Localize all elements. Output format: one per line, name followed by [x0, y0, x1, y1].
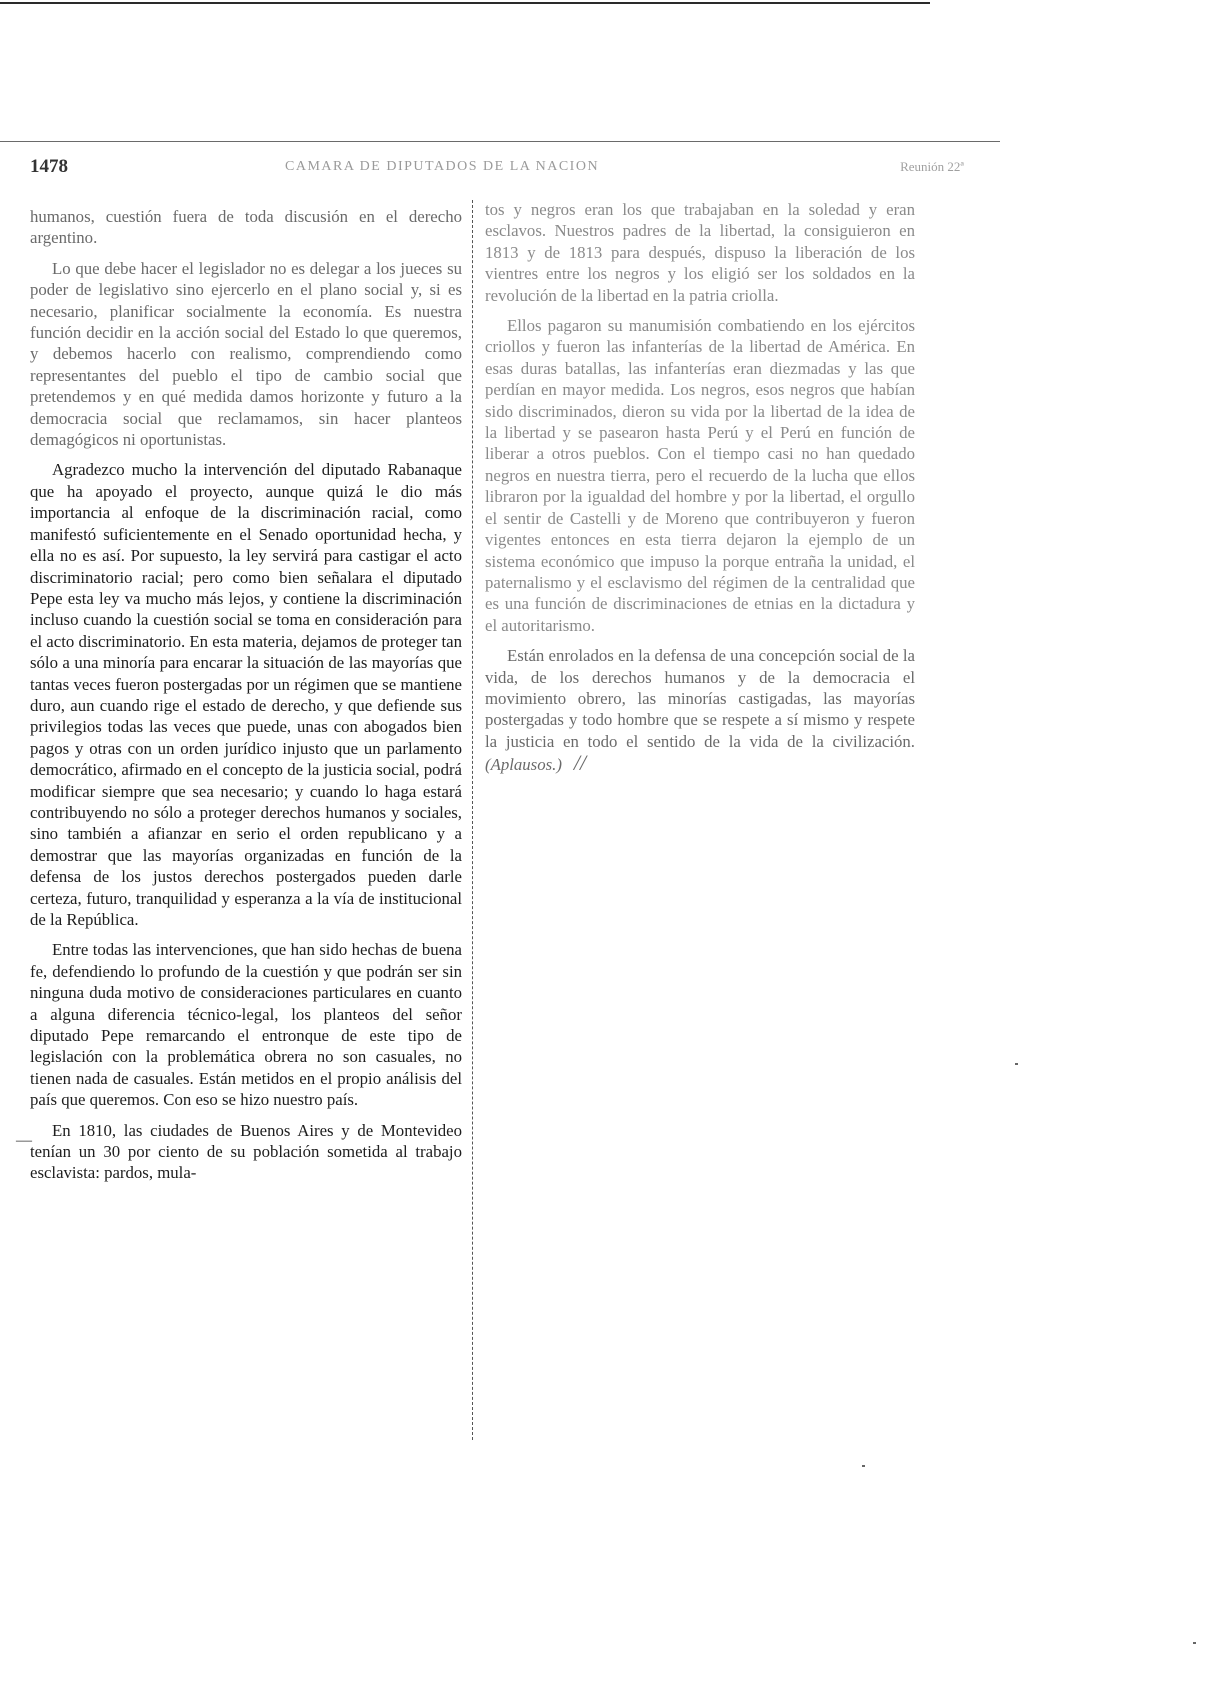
paragraph: tos y negros eran los que trabajaban en la soledad y eran esclavos. Nuestros padres de la libertad, la consiguieron en 1813 y de 1813 para después, dispuso la liberación de los vientres entre los negros y los eligió ser los soldados en la revolución de la libertad en la patria criolla. [485, 200, 915, 305]
end-mark: // [573, 750, 587, 776]
left-column [30, 206, 462, 1193]
paragraph: humanos, cuestión fuera de toda discusión en el derecho argentino. [30, 207, 462, 248]
page-number: 1478 [30, 156, 68, 177]
paragraph: Agradezco mucho la intervención del diputado Rabanaque que ha apoyado el proyecto, aunque quizá le dio más importancia al enfoque de la discriminación racial, como manifestó suficientemente en el Senado oportunidad hecha, y ella no es así. Por supuesto, la ley servirá para castigar el acto discriminatorio racial; pero como bien señalara el diputado Pepe esta ley va mucho más lejos, y contiene la discriminación incluso cuando la cuestión social se toma en consideración para el acto discriminatorio. En esta materia, dejamos de proteger tan sólo a una minoría para encarar la situación de las mayorías que tantas veces fueron postergadas por un régimen que se mantiene duro, aun cuando rige el estado de derecho, y que defiende sus privilegios todas las veces que puede, unas con abogados bien pagos y otras con un orden jurídico injusto que un parlamento democrático, afirmado en el concepto de la justicia social, podrá modificar siempre que sea necesario; y cuando lo haga estará contribuyendo no sólo a proteger derechos humanos y sociales, sino también a afianzar en serio el orden republicano y a demostrar que las mayorías organizadas en función de la defensa de los justos derechos postergados pueden darle certeza, futuro, tranquilidad y esperanza a la vía de institucional de la República. [30, 460, 462, 929]
top-rule [0, 2, 930, 4]
paragraph: Ellos pagaron su manumisión combatiendo en los ejércitos criollos y fueron las infanterías de la libertad de América. En esas duras batallas, las infanterías eran diezmadas y las que perdían en mayor medida. Los negros, esos negros que habían sido discriminados, dieron su vida por la libertad de la idea de la libertad y se pasearon hasta Perú y el Perú en función de liberar a otros pueblos. Con el tiempo casi no han quedado negros en nuestra tierra, pero el recuerdo de la lucha que ellos libraron por la igualdad del hombre y por la libertad, el orgullo el sentir de Castelli y de Moreno que contribuyeron y fueron vigentes entonces en esta tierra dejaron la ejemplo de un sistema económico que impuso la porque entraña la unidad, el paternalismo y el esclavismo del régimen de la centralidad que es una función de discriminaciones de etnias en la dictadura y el autoritarismo. [485, 316, 915, 635]
right-column [485, 199, 915, 785]
paragraph-text: Están enrolados en la defensa de una concepción social de la vida, de los derechos humanos y de la democracia el movimiento obrero, las minorías castigadas, las mayorías postergadas y todo hombre que se respete a sí mismo y respete la justicia en todo el sentido de la vida de la civilización. [485, 646, 915, 751]
margin-marker: — [16, 1132, 32, 1149]
paragraph: Entre todas las intervenciones, que han sido hechas de buena fe, defendiendo lo profundo de la cuestión y que podrán ser sin ninguna duda motivo de consideraciones particulares en cuanto a alguna diferencia técnico-legal, los planteos del señor diputado Pepe remarcando el entronque de este tipo de legislación con la problemática obrera no son casuales, no tienen nada de casuales. Están metidos en el propio análisis del país que queremos. Con eso se hizo nuestro país. [30, 940, 462, 1110]
scan-speck [1015, 1063, 1018, 1065]
page-header [30, 156, 964, 180]
header-session: Reunión 22ª [900, 159, 964, 174]
column-divider [472, 200, 473, 1440]
paragraph: En 1810, las ciudades de Buenos Aires y de Montevideo tenían un 30 por ciento de su población sometida al trabajo esclavista: pardos, mula- [30, 1120, 462, 1183]
header-rule [0, 141, 1000, 142]
scan-speck [1193, 1642, 1196, 1644]
paragraph [485, 645, 915, 775]
header-title: CAMARA DE DIPUTADOS DE LA NACION [285, 159, 600, 174]
applause-note: (Aplausos.) [485, 755, 562, 775]
scan-speck [862, 1465, 865, 1467]
paragraph: Lo que debe hacer el legislador no es delegar a los jueces su poder de legislativo sino ejercerlo en el plano social y, si es necesario, planificar socialmente la economía. Es nuestra función decidir en la acción social del Estado lo que queremos, y debemos hacerlo con realismo, comprendiendo como representantes del pueblo el tipo de cambio social que pretendemos y en qué medida damos horizonte y futuro a la democracia social que reclamamos, sin hacer planteos demagógicos ni oportunistas. [30, 258, 462, 450]
